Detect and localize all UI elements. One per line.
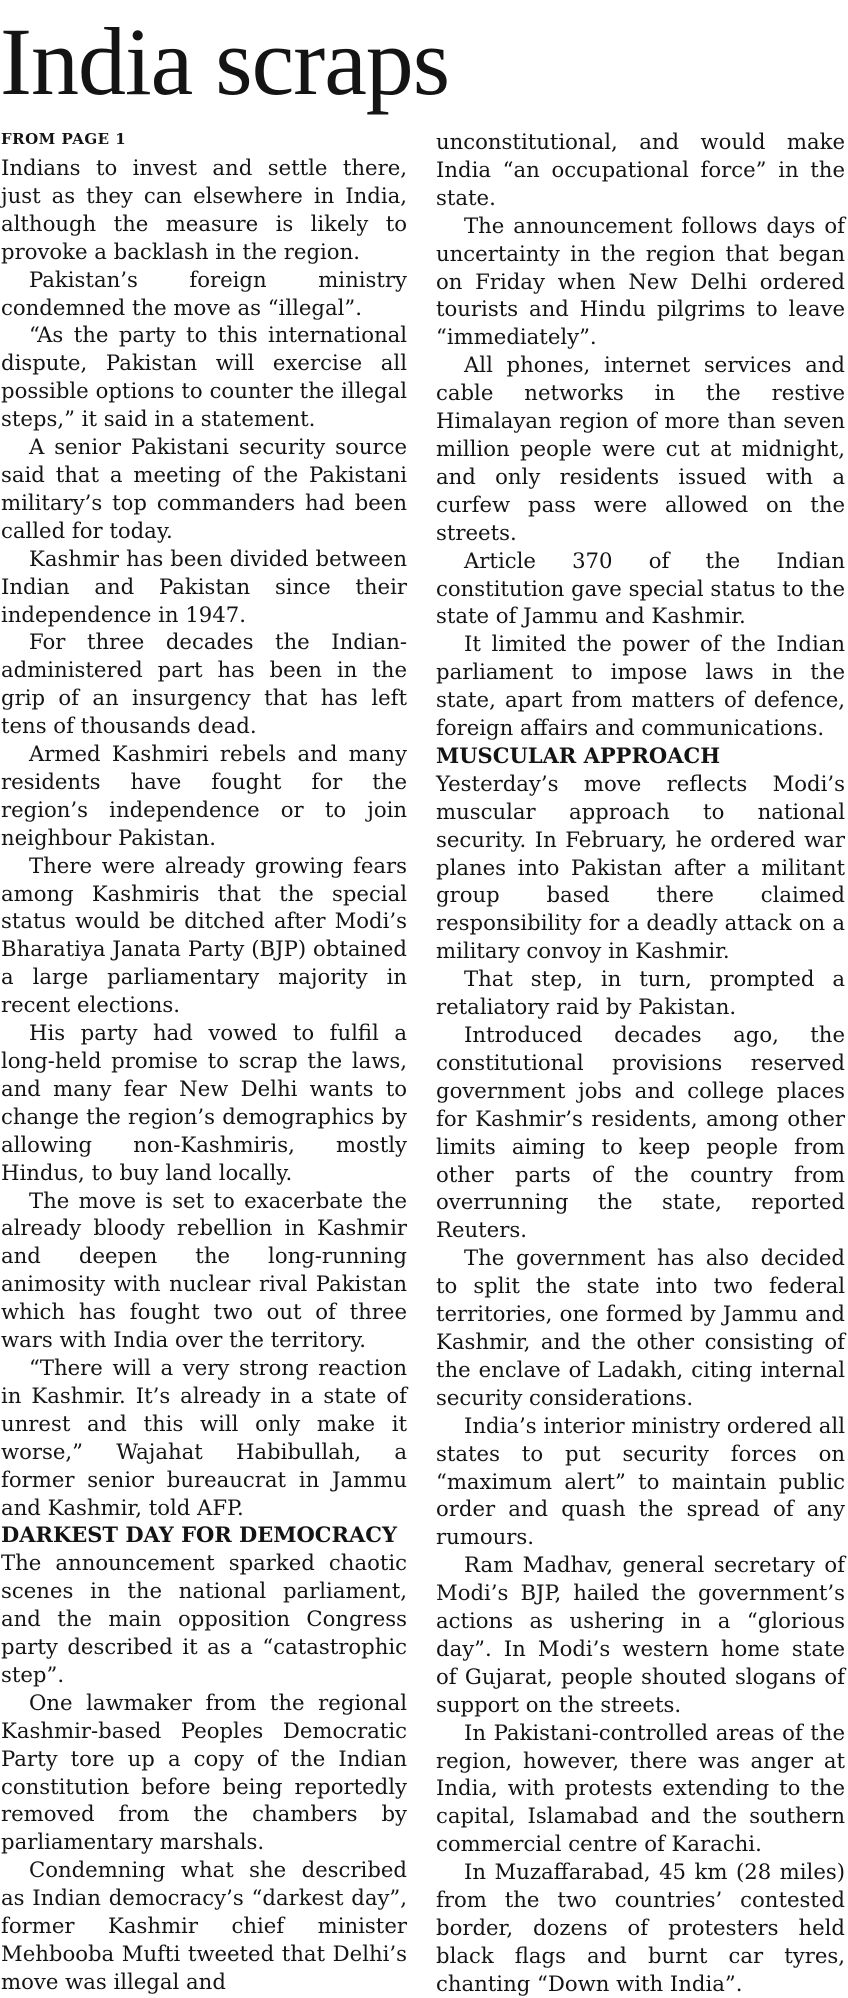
paragraph: “There will a very strong reaction in Kashmir. It’s already in a state of unrest and this will only make it worse,” Wajahat Habibullah, a former senior bureaucrat in Jammu and Kashmir, told AFP. [1, 1354, 407, 1520]
paragraph: There were already growing fears among Kashmiris that the special status would be ditched after Modi’s Bharatiya Janata Party (BJP) obtained a large parliamentary majority in recent elections. [1, 852, 407, 1018]
paragraph: The announcement sparked chaotic scenes in the national parliament, and the main opposition Congress party described it as a “catastrophic step”. [1, 1550, 407, 1687]
section-subhead: DARKEST DAY FOR DEMOCRACY [1, 1522, 397, 1548]
headline: India scraps [0, 8, 450, 115]
from-page-label: FROM PAGE 1 [1, 130, 127, 148]
paragraph: Indians to invest and settle there, just as they can elsewhere in India, although the measure is likely to provoke a backlash in the region. [1, 155, 407, 264]
paragraph: Armed Kashmiri rebels and many residents have fought for the region’s independence or to join neighbour Pakistan. [1, 741, 407, 850]
paragraph: In Pakistani-controlled areas of the region, however, there was anger at India, with protests extending to the capital, Islamabad and the southern commercial centre of Karachi. [436, 1719, 845, 1857]
paragraph: All phones, internet services and cable networks in the restive Himalayan region of more than seven million people were cut at midnight, and only residents issued with a curfew pass were allowed on the streets. [436, 352, 845, 545]
paragraph: Ram Madhav, general secretary of Modi’s BJP, hailed the government’s actions as ushering in a “glorious day”. In Modi’s western home state of Gujarat, people shouted slogans of support on the streets. [436, 1552, 845, 1717]
paragraph: Kashmir has been divided between Indian and Pakistan since their independence in 1947. [1, 545, 407, 627]
paragraph: The announcement follows days of uncertainty in the region that began on Friday when New Delhi ordered tourists and Hindu pilgrims to leave “immediately”. [436, 212, 845, 350]
left-column [1, 128, 407, 1996]
paragraph: For three decades the Indian-administered part has been in the grip of an insurgency that has left tens of thousands dead. [1, 629, 407, 739]
paragraph: A senior Pakistani security source said that a meeting of the Pakistani military’s top commanders had been called for today. [1, 434, 407, 543]
paragraph: The move is set to exacerbate the already bloody rebellion in Kashmir and deepen the long-running animosity with nuclear rival Pakistan which has fought two out of three wars with India over the territory. [1, 1187, 407, 1353]
paragraph: Article 370 of the Indian constitution gave special status to the state of Jammu and Kashmir. [436, 547, 845, 629]
paragraph: His party had vowed to fulfil a long-held promise to scrap the laws, and many fear New Delhi wants to change the region’s demographics by allowing non-Kashmiris, mostly Hindus, to buy land locally. [1, 1020, 407, 1185]
paragraph: Condemning what she described as Indian democracy’s “darkest day”, former Kashmir chief minister Mehbooba Mufti tweeted that Delhi’s move was illegal and [1, 1857, 407, 1994]
paragraph: India’s interior ministry ordered all states to put security forces on “maximum alert” to maintain public order and quash the spread of any rumours. [436, 1412, 845, 1550]
paragraph: In Muzaffarabad, 45 km (28 miles) from the two countries’ contested border, dozens of protesters held black flags and burnt car tyres, chanting “Down with India”. [436, 1859, 845, 1996]
left-column-body [1, 154, 407, 1996]
paragraph: Pakistan’s foreign ministry condemned the move as “illegal”. [1, 266, 407, 320]
right-column [436, 128, 845, 1998]
right-column-body [436, 128, 845, 1998]
paragraph: “As the party to this international dispute, Pakistan will exercise all possible options to counter the illegal steps,” it said in a statement. [1, 322, 407, 432]
paragraph: It limited the power of the Indian parliament to impose laws in the state, apart from matters of defence, foreign affairs and communications. [436, 631, 845, 741]
paragraph: The government has also decided to split the state into two federal territories, one formed by Jammu and Kashmir, and the other consisting of the enclave of Ladakh, citing internal security considerations. [436, 1245, 845, 1410]
paragraph: Introduced decades ago, the constitutional provisions reserved government jobs and college places for Kashmir’s residents, among other limits aiming to keep people from other parts of the country from overrunning the state, reported Reuters. [436, 1022, 845, 1243]
paragraph: That step, in turn, prompted a retaliatory raid by Pakistan. [436, 966, 845, 1020]
paragraph: One lawmaker from the regional Kashmir-based Peoples Democratic Party tore up a copy of the Indian constitution before being reportedly removed from the chambers by parliamentary marshals. [1, 1689, 407, 1855]
paragraph: unconstitutional, and would make India “an occupational force” in the state. [436, 129, 845, 210]
paragraph: Yesterday’s move reflects Modi’s muscular approach to national security. In February, he ordered war planes into Pakistan after a militant group based there claimed responsibility for a deadly attack on a military convoy in Kashmir. [436, 770, 845, 964]
section-subhead: MUSCULAR APPROACH [436, 742, 721, 768]
